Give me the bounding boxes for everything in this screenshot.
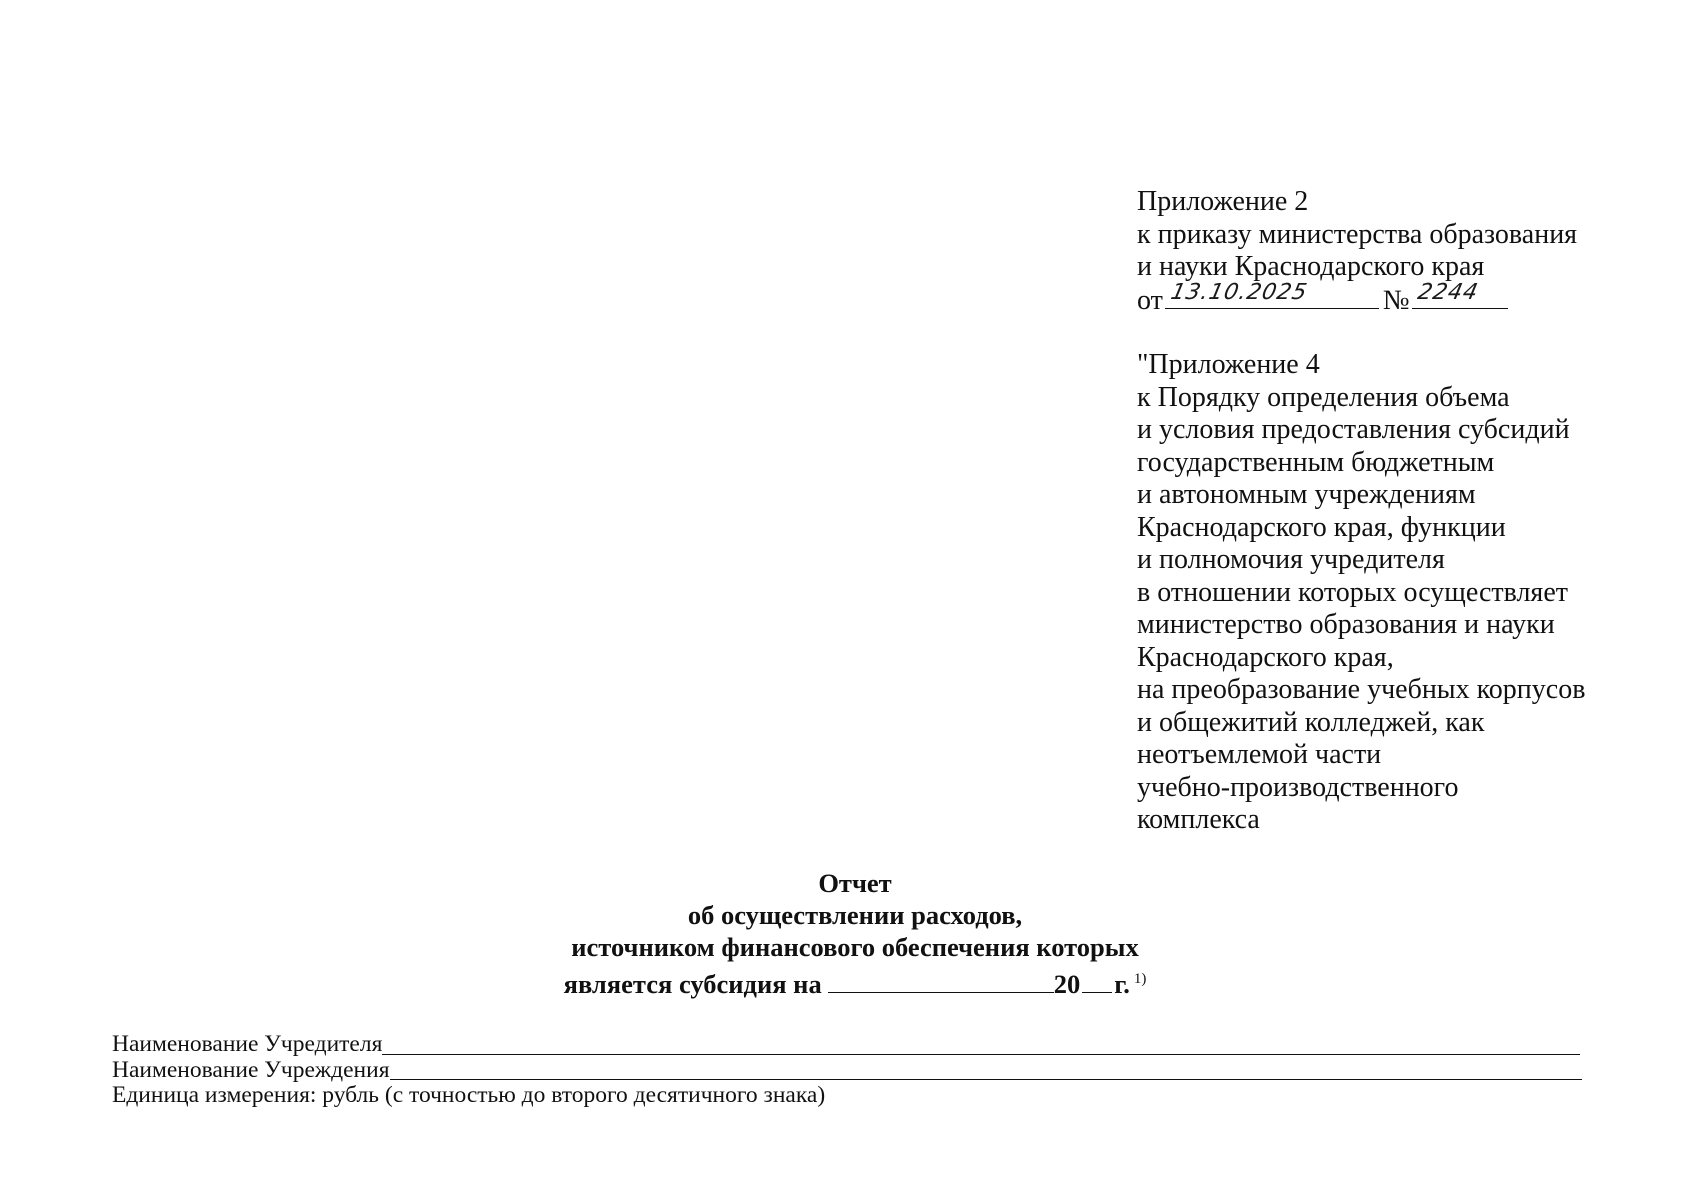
order-number-field bbox=[1412, 280, 1508, 309]
founder-label: Наименование Учредителя bbox=[112, 1031, 383, 1057]
unit-label: Единица измерения: рубль (с точностью до второго десятичного знака) bbox=[112, 1082, 826, 1108]
year-blank bbox=[1082, 970, 1112, 993]
annex-line: и условия предоставления субсидий bbox=[1137, 414, 1570, 445]
annex-line: учебно-производственного bbox=[1137, 771, 1459, 803]
unit-row bbox=[112, 1083, 1592, 1109]
order-number-handwritten: 2244 bbox=[1415, 280, 1481, 305]
order-date-number-row bbox=[1137, 280, 1607, 317]
report-title-line2: об осуществлении расходов, bbox=[687, 900, 1023, 930]
annex-line: в отношении которых осуществляет bbox=[1137, 576, 1568, 608]
number-sign: № bbox=[1382, 284, 1410, 316]
year-prefix: 20 bbox=[1053, 968, 1081, 999]
period-blank bbox=[828, 970, 1054, 993]
annex-line: Краснодарского края, функции bbox=[1137, 511, 1506, 543]
annex-spacer bbox=[1137, 316, 1607, 349]
annex-line: "Приложение 4 bbox=[1137, 349, 1320, 380]
founder-row bbox=[112, 1032, 1592, 1058]
annex-line: государственным бюджетным bbox=[1137, 446, 1495, 478]
annex-header bbox=[1137, 186, 1607, 837]
year-suffix: г. bbox=[1114, 968, 1130, 999]
order-date-field bbox=[1165, 280, 1379, 309]
annex-line: неотъемлемой части bbox=[1137, 739, 1382, 770]
report-title-line3: источником финансового обеспечения которых bbox=[571, 932, 1139, 962]
annex-line: к Порядку определения объема bbox=[1137, 381, 1510, 413]
institution-label: Наименование Учреждения bbox=[112, 1056, 390, 1083]
order-date-handwritten: 13.10.2025 bbox=[1168, 280, 1310, 305]
institution-row bbox=[112, 1058, 1592, 1084]
report-title bbox=[440, 867, 1270, 1000]
annex-line: Приложение 2 bbox=[1137, 186, 1309, 217]
founder-blank bbox=[382, 1034, 1580, 1055]
annex-line: комплекса bbox=[1137, 804, 1260, 835]
annex-line: к приказу министерства образования bbox=[1137, 218, 1578, 250]
footnote-mark: 1) bbox=[1133, 971, 1147, 987]
subsidy-label: является субсидия на bbox=[563, 968, 822, 999]
annex-line: министерство образования и науки bbox=[1137, 609, 1555, 640]
annex-line: Краснодарского края, bbox=[1137, 641, 1394, 673]
annex-line: и полномочия учредителя bbox=[1137, 544, 1445, 575]
institution-blank bbox=[390, 1059, 1582, 1080]
report-title-line4 bbox=[440, 963, 1270, 1000]
annex-line: на преобразование учебных корпусов bbox=[1137, 674, 1586, 705]
report-title-line1: Отчет bbox=[818, 868, 892, 898]
annex-line: и общежитий колледжей, как bbox=[1137, 706, 1485, 738]
annex-line: и автономным учреждениям bbox=[1137, 479, 1476, 510]
date-prefix: от bbox=[1137, 284, 1163, 316]
report-fields bbox=[112, 1032, 1592, 1109]
annex-line: и науки Краснодарского края bbox=[1137, 251, 1485, 282]
